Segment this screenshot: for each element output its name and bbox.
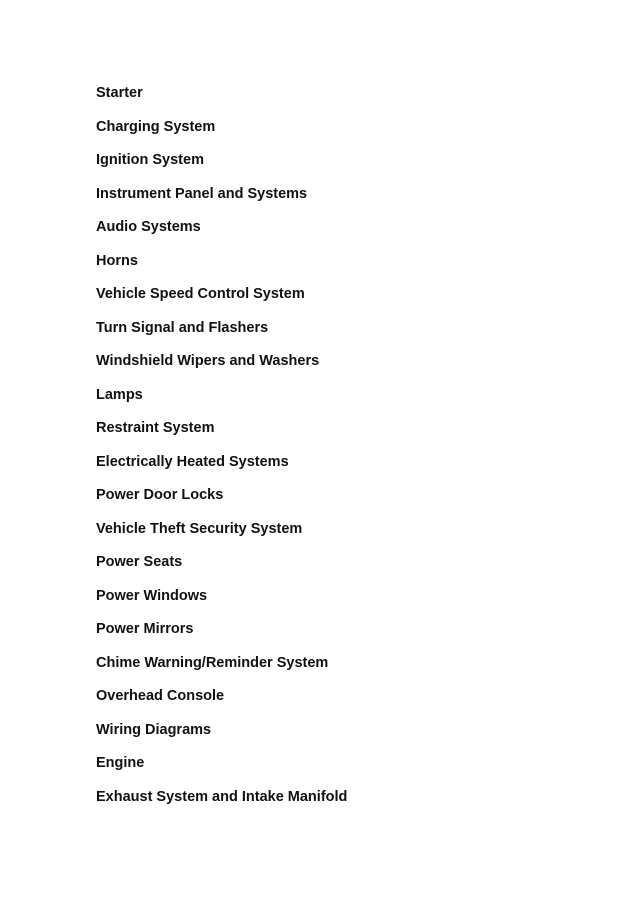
section-item: Power Mirrors: [96, 621, 194, 637]
section-item: Power Door Locks: [96, 487, 224, 503]
section-item: Horns: [96, 252, 138, 269]
section-item: Vehicle Speed Control System: [96, 286, 305, 302]
section-item: Lamps: [96, 386, 143, 403]
section-item: Wiring Diagrams: [96, 721, 212, 738]
section-item: Starter: [96, 85, 143, 101]
section-item: Chime Warning/Reminder System: [96, 654, 329, 671]
section-item: Overhead Console: [96, 688, 225, 704]
section-item: Exhaust System and Intake Manifold: [96, 788, 348, 805]
section-item: Instrument Panel and Systems: [96, 185, 308, 202]
section-item: Restraint System: [96, 420, 215, 436]
section-item: Audio Systems: [96, 219, 201, 235]
section-item: Power Windows: [96, 587, 208, 604]
section-item: Electrically Heated Systems: [96, 453, 289, 470]
section-item: Ignition System: [96, 152, 204, 168]
section-item: Power Seats: [96, 554, 183, 570]
section-item: Vehicle Theft Security System: [96, 520, 303, 537]
section-item: Windshield Wipers and Washers: [96, 353, 320, 369]
section-item: Turn Signal and Flashers: [96, 319, 269, 336]
section-item: Engine: [96, 755, 145, 771]
section-item: Charging System: [96, 118, 216, 135]
section-list: [96, 84, 347, 821]
